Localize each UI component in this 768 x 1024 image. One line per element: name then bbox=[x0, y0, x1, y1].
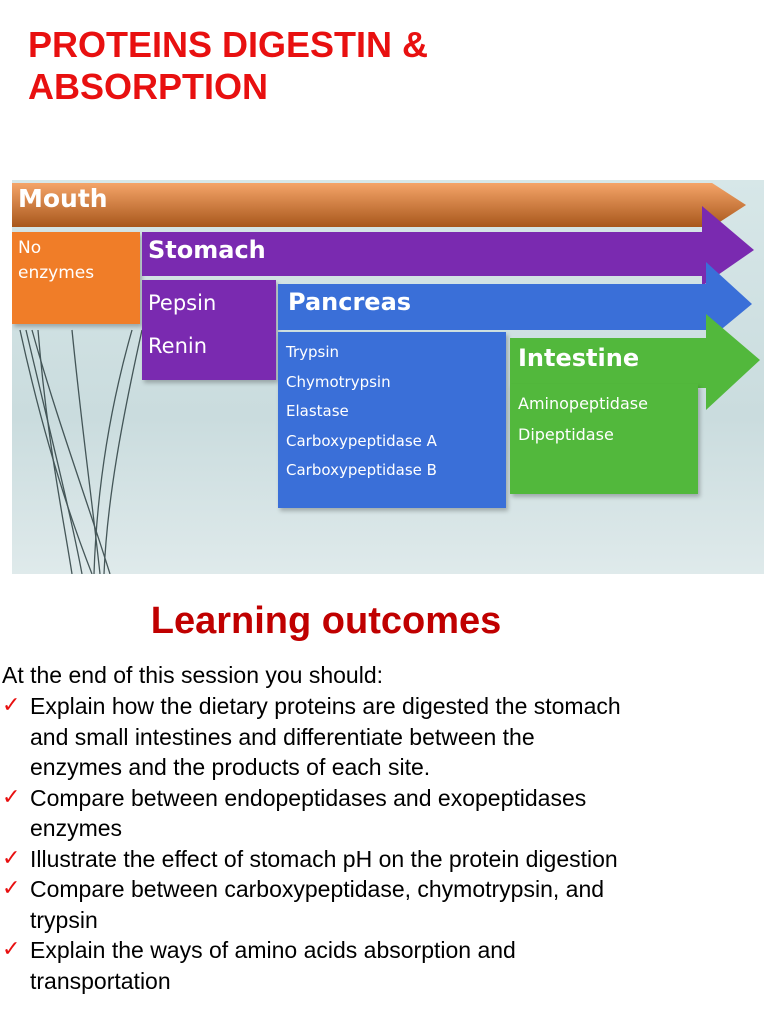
pancreas-label: Pancreas bbox=[288, 288, 412, 316]
learning-outcomes-intro: At the end of this session you should: bbox=[2, 662, 384, 688]
list-item-line: Explain the ways of amino acids absorption and bbox=[30, 937, 516, 963]
mouth-box-line: No bbox=[18, 238, 42, 258]
mouth-box-line: enzymes bbox=[18, 263, 95, 283]
mouth-label: Mouth bbox=[18, 184, 108, 213]
stomach-enzyme: Pepsin bbox=[148, 291, 217, 315]
stomach-label: Stomach bbox=[148, 236, 266, 264]
intestine-label: Intestine bbox=[518, 344, 640, 372]
title-line-1: PROTEINS DIGESTIN & bbox=[28, 24, 429, 65]
checkmark-icon: ✓ bbox=[2, 876, 21, 901]
checkmark-icon: ✓ bbox=[2, 784, 21, 810]
title-line-2: ABSORPTION bbox=[28, 66, 269, 107]
page-title bbox=[28, 24, 728, 108]
list-item-line: transportation bbox=[30, 967, 171, 994]
list-item-line: Compare between carboxypeptidase, chymotrypsin, and bbox=[30, 876, 605, 902]
stomach-enzyme: Renin bbox=[148, 334, 208, 358]
list-item bbox=[0, 691, 760, 783]
mouth-box bbox=[12, 232, 140, 324]
intestine-enzyme: Aminopeptidase bbox=[518, 394, 648, 413]
stomach-box bbox=[142, 280, 276, 380]
list-item-line: Explain how the dietary proteins are digested the stomach bbox=[30, 693, 621, 719]
list-item bbox=[0, 935, 760, 996]
list-item-line: Illustrate the effect of stomach pH on the protein digestion bbox=[30, 845, 618, 872]
checkmark-icon: ✓ bbox=[2, 693, 21, 718]
learning-outcomes-heading: Learning outcomes bbox=[150, 600, 502, 642]
list-item-line: enzymes bbox=[30, 815, 123, 841]
list-item bbox=[0, 844, 760, 875]
list-item-line: enzymes and the products of each site. bbox=[30, 754, 431, 780]
learning-outcomes-list bbox=[0, 691, 760, 996]
digestion-diagram bbox=[12, 180, 764, 574]
list-item bbox=[0, 874, 760, 935]
list-item-line: trypsin bbox=[30, 906, 98, 933]
checkmark-icon: ✓ bbox=[2, 937, 21, 962]
list-item-line: Compare between endopeptidases and exopeptidases bbox=[30, 784, 587, 811]
pancreas-enzyme: Carboxypeptidase B bbox=[286, 461, 437, 479]
pancreas-enzyme: Carboxypeptidase A bbox=[286, 431, 437, 450]
pancreas-enzyme: Elastase bbox=[286, 402, 349, 420]
checkmark-icon: ✓ bbox=[2, 845, 21, 871]
pancreas-enzyme: Chymotrypsin bbox=[286, 372, 391, 391]
list-item bbox=[0, 783, 760, 844]
pancreas-box bbox=[278, 332, 506, 508]
list-item-line: and small intestines and differentiate between the bbox=[30, 723, 535, 750]
intestine-enzyme: Dipeptidase bbox=[518, 425, 614, 444]
pancreas-enzyme: Trypsin bbox=[286, 343, 340, 361]
intestine-box bbox=[510, 384, 698, 494]
